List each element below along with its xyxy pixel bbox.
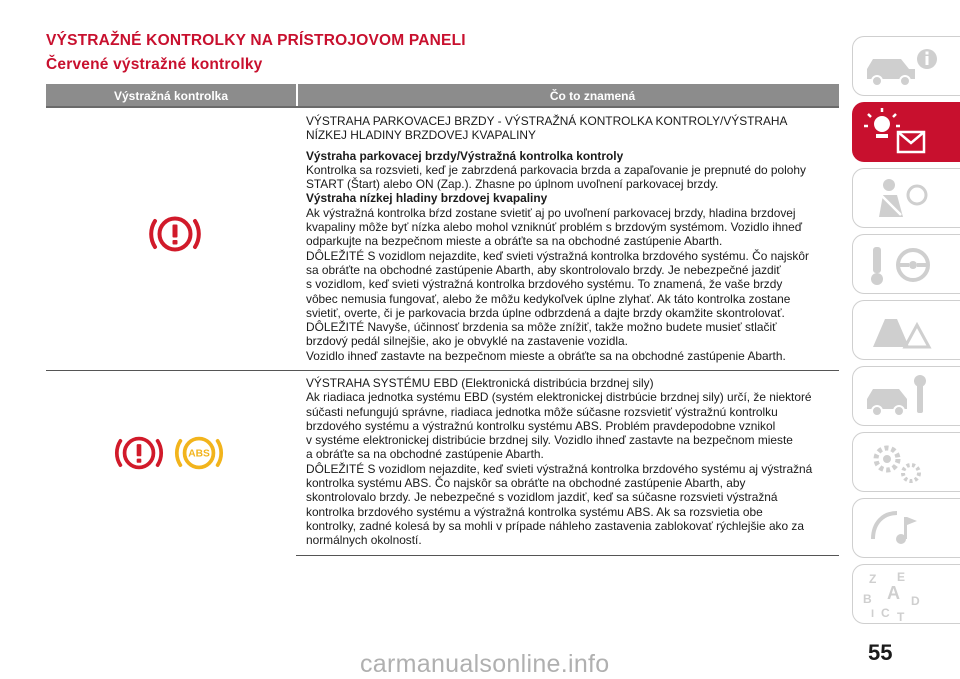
technical-gears-icon: [853, 433, 960, 493]
index-letter: A: [887, 583, 900, 603]
alphabetical-index-icon: [853, 565, 960, 625]
car-service-wrench-icon: [853, 367, 960, 427]
index-letter: B: [863, 592, 872, 606]
tab-safety[interactable]: [852, 168, 960, 228]
row-title-line: VÝSTRAHA SYSTÉMU EBD (Elektronická distribúcia brzdnej sily): [306, 376, 654, 390]
text-line: kontrolky, zadné kolesá by sa mohli v prípade náhleho zastavenia zablokovať rýchlejšie ako za: [306, 518, 804, 533]
tab-multimedia[interactable]: [852, 498, 960, 558]
subheading-parking-brake: Výstraha parkovacej brzdy/Výstražná kontrolka kontroly: [306, 148, 624, 163]
warning-lights-icon: [852, 102, 960, 162]
text-line: kontrolka brzdového systému a výstražná kontrolka systému ABS. Ak sa rozsvietia obe: [306, 504, 763, 519]
text-line: svietiť, overte, či je parkovacia brzda úplne odbrzdená a dajte brzdy okamžite skontrolovať.: [306, 305, 785, 320]
text-line: odparkujte na bezpečnom mieste a obráťte sa na obchodné zastúpenie Abarth.: [306, 234, 723, 249]
text-line: Ak riadiaca jednotka systému EBD (systém elektronickej distrbúcie brzdnej sily) určí, že niektoré: [306, 390, 812, 405]
text-line: Ak výstražná kontrolka bŕzd zostane svietiť aj po uvoľnení parkovacej brzdy, hladina brzdovej: [306, 205, 796, 220]
tab-warning-lights[interactable]: [852, 102, 960, 162]
text-line: brzdového systému a výstražnú kontrolku systému ABS. Problém pravdepodobne vznikol: [306, 418, 776, 433]
row-ebd-warning-description: [306, 376, 841, 548]
row-divider: [46, 370, 839, 371]
tab-emergency[interactable]: [852, 300, 960, 360]
tab-starting-driving[interactable]: [852, 234, 960, 294]
multimedia-music-icon: [853, 499, 960, 559]
text-line: kvapaliny môže byť nízka alebo mohol vzniknúť problém s brzdovým systémom. Vozidlo ihneď: [306, 220, 803, 235]
text-line: a obráťte sa na obchodné zastúpenie Abarth.: [306, 447, 544, 462]
text-line: vôbec nemusia fungovať, alebo že môžu kedykoľvek úplne zlyhať. Ak táto kontrolka zostane: [306, 291, 791, 306]
text-line: START (Štart) alebo ON (Zap.). Zhasne po úplnom uvoľnení parkovacej brzdy.: [306, 177, 719, 192]
text-line: normálnych okolností.: [306, 533, 422, 548]
watermark-text: carmanualsonline.info: [360, 650, 610, 678]
index-letter: C: [881, 606, 890, 620]
tab-car-info[interactable]: [852, 36, 960, 96]
subheading-low-fluid: Výstraha nízkej hladiny brzdovej kvapaliny: [306, 191, 548, 206]
text-line: skontrolovalo brzdy. Je nebezpečné s vozidlom jazdiť, keď sa súčasne rozsvieti výstražná: [306, 490, 778, 505]
tab-servicing[interactable]: [852, 366, 960, 426]
key-steering-wheel-icon: [853, 235, 960, 295]
table-header: [46, 84, 839, 108]
row-brake-warning-description: [306, 114, 841, 363]
text-line: s vozidlom, keď svieti výstražná kontrolka brzdového systému. To znamená, že vaše brzdy: [306, 277, 783, 292]
text-line: DÔLEŽITÉ Navyše, účinnosť brzdenia sa môže znížiť, takže možno budete musieť stlačiť: [306, 320, 777, 335]
brake-warning-icon: [146, 205, 204, 263]
text-line: Vozidlo ihneď zastavte na bezpečnom mieste a obráťte sa na obchodné zastúpenie Abarth.: [306, 348, 786, 363]
brake-warning-icon: [112, 426, 166, 480]
row-divider: [296, 555, 839, 556]
text-line: súčasti nefungujú správne, riadiaca jednotka môže súčasne rozsvietiť výstražnú kontrolku: [306, 404, 778, 419]
table-header-warning-light: Výstražná kontrolka: [113, 89, 229, 103]
table-header-meaning: Čo to znamená: [549, 89, 636, 103]
row-title-line: VÝSTRAHA PARKOVACEJ BRZDY - VÝSTRAŽNÁ KONTROLKA KONTROLY/VÝSTRAHA: [306, 114, 788, 128]
page-number: 55: [868, 640, 893, 665]
index-letter: D: [911, 594, 920, 608]
text-line: v systéme elektronickej distribúcie brzdnej sily. Vozidlo ihneď zastavte na bezpečnom mieste: [306, 433, 793, 448]
index-letter: E: [897, 570, 906, 584]
emergency-triangle-icon: [853, 301, 960, 361]
text-line: DÔLEŽITÉ S vozidlom nejazdite, keď svieti výstražná kontrolka brzdového systému aj výstražná: [306, 461, 813, 476]
index-letter: I: [871, 608, 875, 620]
seatbelt-airbag-icon: [853, 169, 960, 229]
text-line: sa obráťte na obchodné zastúpenie Abarth, aby skontrolovalo brzdy. Je nebezpečné jazdiť: [306, 262, 781, 277]
tab-technical-data[interactable]: [852, 432, 960, 492]
text-line: DÔLEŽITÉ S vozidlom nejazdite, keď svieti výstražná kontrolka brzdového systému. Čo najskôr: [306, 248, 809, 263]
index-letter: T: [897, 610, 905, 624]
abs-label: ABS: [188, 448, 210, 460]
tab-index[interactable]: [852, 564, 960, 624]
text-line: brzdový pedál silnejšie, ako je obvyklé na zastavenie vozidla.: [306, 334, 628, 349]
header-separator: [296, 84, 298, 106]
row-title-line: NÍZKEJ HLADINY BRZDOVEJ KVAPALINY: [306, 128, 536, 143]
index-letter: Z: [869, 572, 877, 586]
page-title: VÝSTRAŽNÉ KONTROLKY NA PRÍSTROJOVOM PANELI: [46, 32, 466, 49]
text-line: kontrolka systému ABS. Čo najskôr sa obráťte na obchodné zastúpenie Abarth, aby: [306, 476, 746, 491]
car-info-icon: [853, 37, 960, 97]
text-line: Kontrolka sa rozsvieti, keď je zabrzdená parkovacia brzda a zapaľovanie je prepnuté do polohy: [306, 162, 806, 177]
section-subtitle: Červené výstražné kontrolky: [46, 56, 263, 73]
abs-warning-icon: [172, 426, 226, 480]
